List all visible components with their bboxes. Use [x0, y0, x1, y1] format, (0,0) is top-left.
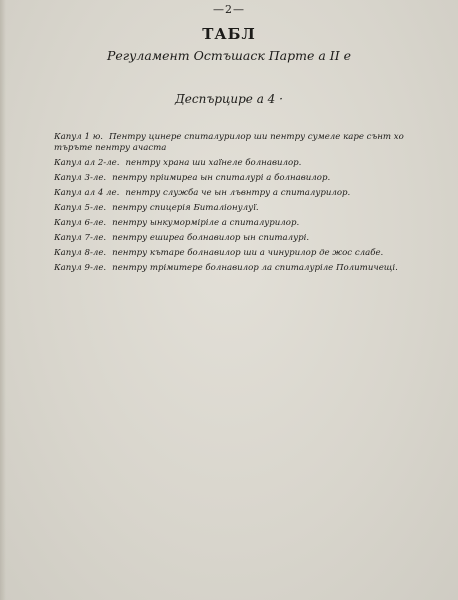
chapter-text: пентру кътаре болнавилор ши а чинурилор де жос слабе. — [112, 248, 384, 258]
chapter-entry-8 — [54, 248, 434, 259]
chapter-entry-3 — [54, 173, 434, 184]
chapter-heading: Капул 9-ле. — [54, 263, 107, 273]
page-title: ТАБЛ — [202, 25, 256, 43]
chapter-heading: Капул 1 ю. — [54, 132, 103, 142]
chapter-text: пентру еширеа болнавилор ын спиталурі. — [112, 233, 310, 243]
chapter-text: пентру пріимиреа ын спиталурі а болнавилор. — [112, 173, 331, 183]
chapter-text: пентру ынкуморміріле а спиталурилор. — [112, 218, 300, 228]
chapter-heading: Капул 8-ле. — [54, 248, 107, 258]
chapter-entry-6 — [54, 218, 434, 229]
chapter-text: пентру спицерія Биталіонулуї. — [112, 203, 259, 213]
page-subtitle: Регуламент Остъшаск Парте а II е — [106, 48, 352, 63]
page-edge-shadow — [0, 0, 6, 600]
chapter-heading: Капул 6-ле. — [54, 218, 107, 228]
section-title: Деспърцире а 4 · — [175, 92, 283, 106]
chapter-entry-2 — [54, 158, 434, 169]
chapter-heading: Капул ал 4 ле. — [54, 188, 120, 198]
chapter-entry-4 — [54, 188, 434, 199]
chapter-heading: Капул 3-ле. — [54, 173, 107, 183]
chapter-text: пентру служба че ын лъвнтру а спиталурилор. — [125, 188, 351, 198]
chapter-list — [54, 132, 434, 278]
chapter-heading: Капул ал 2-ле. — [54, 158, 120, 168]
chapter-entry-1 — [54, 132, 434, 154]
chapter-text: Пентру цинере спиталурилор ши пентру сумеле каре сънт хо търъте пентру ачаста — [54, 132, 404, 153]
page-number: —2— — [213, 3, 245, 16]
chapter-text: пентру храна ши хаїнеле болнавилор. — [125, 158, 302, 168]
chapter-entry-5 — [54, 203, 434, 214]
chapter-heading: Капул 5-ле. — [54, 203, 107, 213]
chapter-entry-9 — [54, 263, 434, 274]
chapter-text: пентру трімитере болнавилор ла спиталуріле Политичещі. — [112, 263, 398, 273]
chapter-entry-7 — [54, 233, 434, 244]
chapter-heading: Капул 7-ле. — [54, 233, 107, 243]
